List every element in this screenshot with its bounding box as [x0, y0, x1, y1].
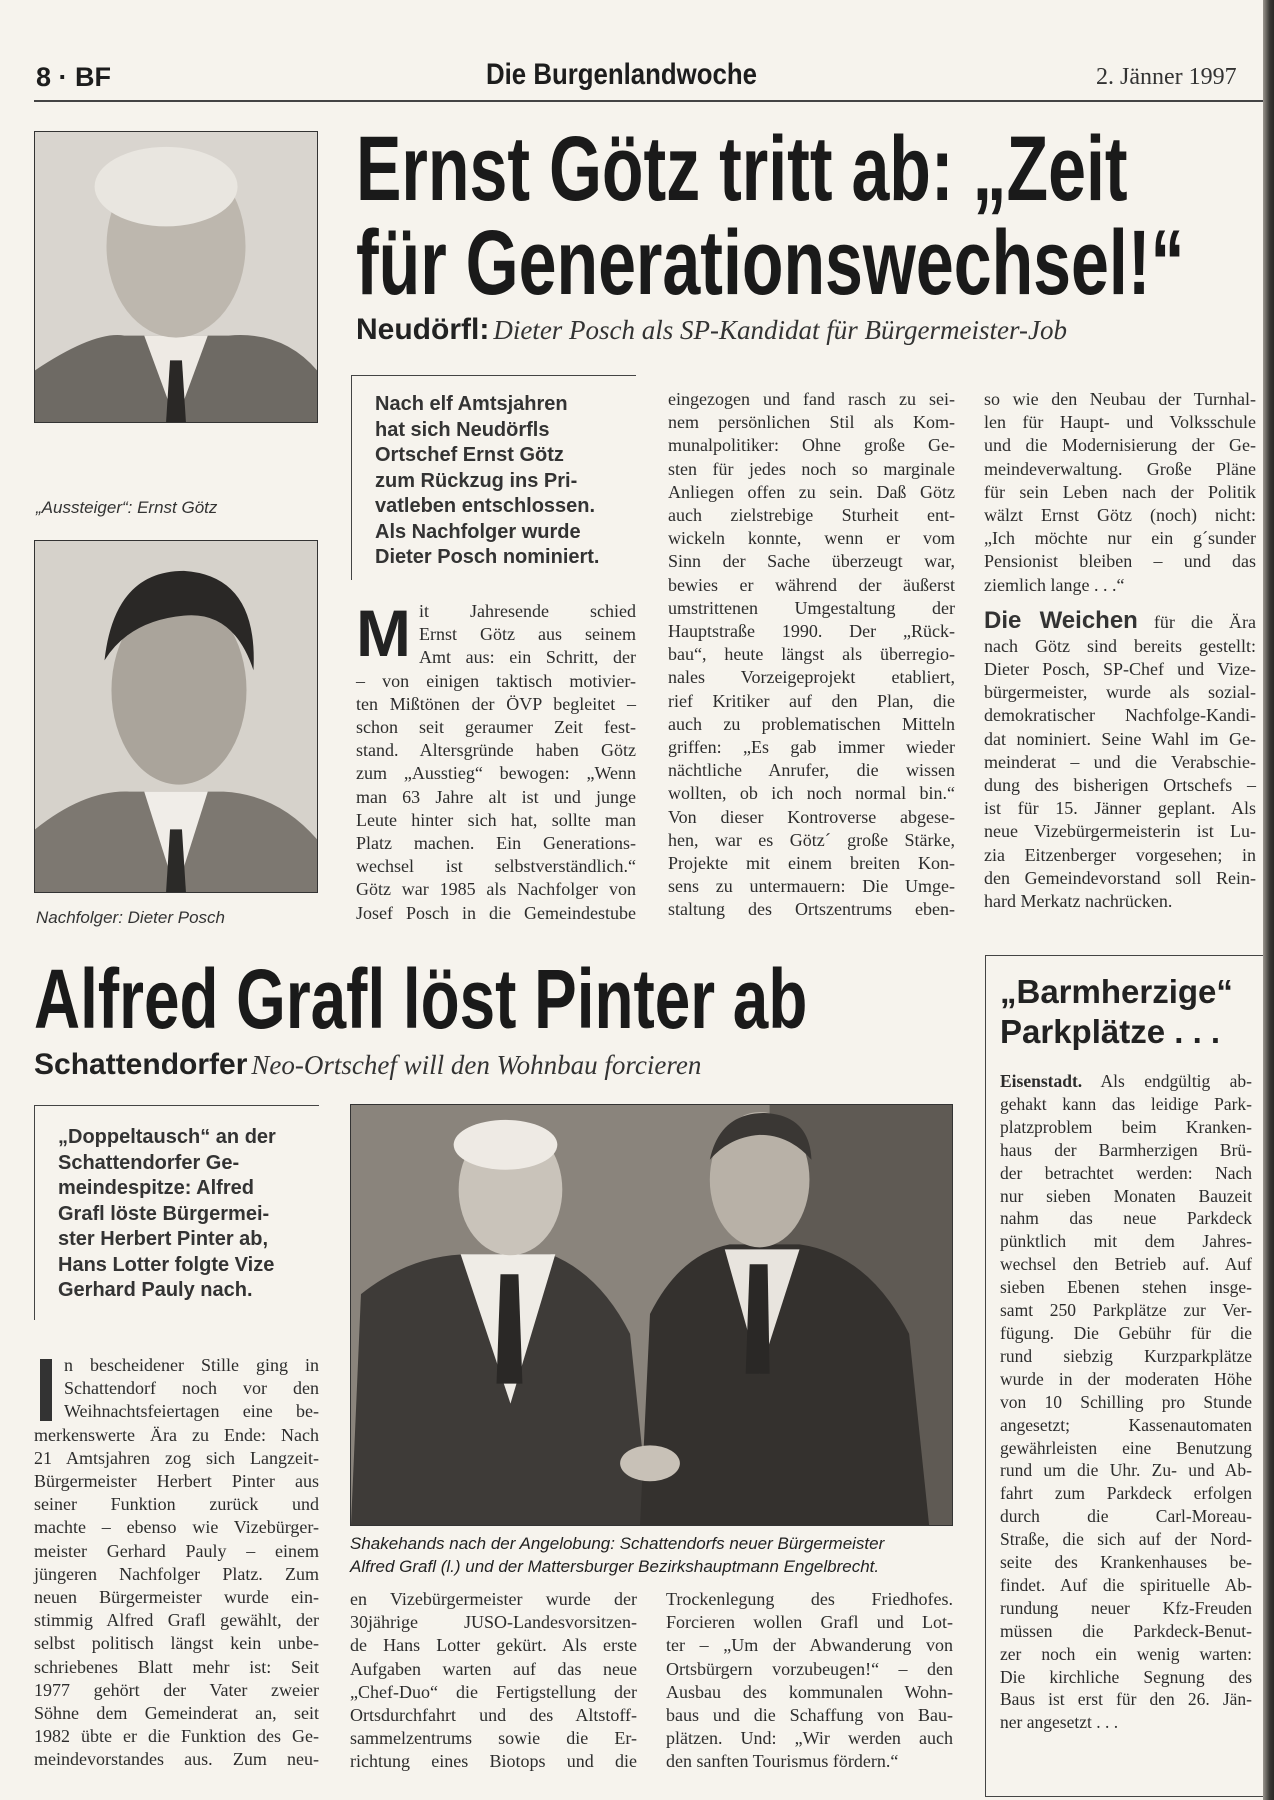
text-line: Josef Posch in die Gemeindestube	[356, 902, 636, 923]
text-line: meindevorstandes aus. Zum neu-	[34, 1749, 319, 1770]
text-line: angesetzt; Kassenautomaten	[1000, 1414, 1252, 1435]
text-line: Von dieser Kontroverse abgese-	[668, 806, 955, 827]
text-line: hard Merkatz nachrücken.	[984, 891, 1173, 912]
text-line: nem persönlichen Stil als Kom-	[668, 412, 955, 433]
text-line: wollten, ob ich noch normal bin.“	[668, 783, 955, 804]
text-line: Götz war 1985 als Nachfolger von	[356, 879, 636, 900]
text-line: en Vizebürgermeister wurde der	[350, 1589, 637, 1609]
header-rule	[34, 100, 1263, 102]
text-line: stand. Altersgründe haben Götz	[356, 740, 636, 761]
article2-column-3	[666, 1588, 953, 1774]
text-line: schriebenes Blatt mehr ist: Seit	[34, 1656, 319, 1677]
sidebar-body	[1000, 1070, 1252, 1734]
text-line: Bürgermeister Herbert Pinter aus	[34, 1471, 319, 1492]
text-line: – von einigen taktisch motivier-	[356, 670, 636, 691]
title-line: „Barmherzige“	[1000, 973, 1233, 1010]
text-line: hen, war es Götz´ große Stärke,	[668, 829, 955, 850]
text-line: Projekte mit einem breiten Kon-	[668, 853, 955, 874]
text-line: bewies er während der äußerst	[668, 574, 955, 595]
text-line: so wie den Neubau der Turnhal-	[984, 389, 1256, 409]
article2-column-1	[34, 1354, 319, 1772]
caption-line: Alfred Grafl (l.) und der Mattersburger Bezirkshauptmann Engelbrecht.	[350, 1557, 880, 1576]
text-line: Leute hinter sich hat, sollte man	[356, 809, 636, 830]
text-line: nales Vorzeigeprojekt etabliert,	[668, 667, 955, 688]
text-line: fügung. Die Gebühr für die	[1000, 1322, 1252, 1343]
text-line: rief Kritiker auf den Plan, die	[668, 690, 955, 711]
text-line: sammelzentrums sowie die Er-	[350, 1728, 637, 1749]
text-line: findet. Auf die spirituelle Ab-	[1000, 1574, 1252, 1595]
text-line: Baus ist erst für den 26. Jän-	[1000, 1689, 1252, 1710]
newspaper-title: Die Burgenlandwoche	[486, 58, 757, 91]
issue-date: 2. Jänner 1997	[1096, 64, 1237, 90]
text-line: wickeln konnte, wenn er vom	[668, 528, 955, 549]
text-line: der betrachtet werden: Nach	[1000, 1162, 1252, 1183]
text-line: Dieter Posch, SP-Chef und Vize-	[984, 659, 1256, 680]
text-line: platzproblem beim Kranken-	[1000, 1116, 1252, 1137]
text-line: haus der Barmherzigen Brü-	[1000, 1139, 1252, 1160]
text-line: ziemlich lange . . .“	[984, 574, 1125, 595]
text-line: nach Götz sind bereits gestellt:	[984, 635, 1256, 656]
text-line: seiner Funktion zurück und	[34, 1494, 319, 1515]
photo-shakehands	[350, 1104, 953, 1526]
text-line: gehakt kann das leidige Park-	[1000, 1093, 1252, 1114]
text-line: seite des Krankenhauses be-	[1000, 1552, 1252, 1573]
text-line: zum „Ausstieg“ bewogen: „Wenn	[356, 763, 636, 784]
drop-cap: M	[356, 596, 411, 670]
text-line: Ausbau des kommunalen Wohn-	[666, 1681, 953, 1702]
text-line: nur sieben Monaten Bauzeit	[1000, 1185, 1252, 1206]
binding-shadow	[1263, 0, 1274, 1800]
runin-line: Die Weichen für die Ära	[984, 606, 1257, 634]
text-line: n bescheidener Stille ging in	[64, 1355, 319, 1375]
text-line: 1977 gehört der Vater zweier	[34, 1679, 319, 1700]
text-line: ner angesetzt . . .	[1000, 1712, 1119, 1733]
text-line: „Chef-Duo“ die Fertigstellung der	[350, 1681, 637, 1702]
text-line: jüngeren Nachfolger Platz. Zum	[34, 1563, 319, 1584]
text-line: bau“, heute längst als überregio-	[668, 644, 955, 665]
text-line: pünktlich mit dem Jahres-	[1000, 1231, 1252, 1252]
text-line: de Hans Lotter gekürt. Als erste	[350, 1635, 637, 1656]
text-line: rundung neuer Kfz-Freuden	[1000, 1597, 1252, 1618]
text-line: plätzen. Und: „Wir werden auch	[666, 1728, 953, 1749]
text-line: dat nominiert. Seine Wahl im Ge-	[984, 728, 1256, 749]
text-line: Hauptstraße 1990. Der „Rück-	[668, 621, 955, 642]
text-line: zer noch ein wenig warten:	[1000, 1643, 1252, 1664]
text-line: „Doppeltausch“ an der	[58, 1126, 276, 1148]
text-line: rund siebzig Kurzparkplätze	[1000, 1345, 1252, 1366]
text-line: samt 250 Parkplätze zur Ver-	[1000, 1300, 1252, 1321]
headline-line: für Generationswechsel!“	[356, 212, 1185, 314]
text-line: 21 Amtsjahren zog sich Langzeit-	[34, 1447, 319, 1468]
text-line: griffen: „Es gab immer wieder	[668, 737, 955, 758]
text-line: zum Rückzug ins Pri-	[375, 469, 578, 492]
text-line: meister Gerhard Pauly – einem	[34, 1540, 319, 1561]
text-line: ster Herbert Pinter ab,	[58, 1228, 269, 1250]
text-line: Anliegen offen zu sein. Daß Götz	[668, 481, 955, 502]
runin-heading: Die Weichen	[984, 606, 1138, 634]
text-line: man 63 Jahre alt ist und junge	[356, 786, 636, 807]
text-line: wechsel den Betrieb auf. Auf	[1000, 1254, 1252, 1275]
article2-subheadline	[34, 1048, 701, 1082]
text-line: gewährleisten eine Benutzung	[1000, 1437, 1252, 1458]
text-line: baus und die Schaffung von Bau-	[666, 1705, 953, 1726]
text-line: Grafl löste Bürgermei-	[58, 1202, 270, 1225]
photo-ernst-goetz	[34, 131, 318, 423]
text-line: sieben Ebenen stehen insge-	[1000, 1277, 1252, 1298]
text-line: Schattendorf noch vor den	[64, 1378, 319, 1399]
text-line: schon seit geraumer Zeit fest-	[356, 717, 636, 738]
text-line: eingezogen und fand rasch zu sei-	[668, 389, 955, 409]
text-line: Straße, die sich auf der Nord-	[1000, 1529, 1252, 1550]
photo3-caption	[350, 1532, 884, 1578]
sidebar-location: Eisenstadt.	[1000, 1071, 1083, 1091]
text-line: richtung eines Biotops und die	[350, 1751, 637, 1772]
text-line: auch zu problematischen Mitteln	[668, 713, 955, 734]
text-line: demokratischer Nachfolge-Kandi-	[984, 705, 1256, 726]
article1-column-3	[984, 388, 1256, 913]
text-line: Als Nachfolger wurde	[375, 520, 581, 543]
text-line: zia Eitzenberger vorgesehen; in	[984, 844, 1256, 865]
article1-column-2	[668, 388, 955, 922]
subheadline-location: Neudörfl:	[356, 313, 490, 346]
article2-lead	[34, 1125, 276, 1304]
text-line: sten für jedes noch so marginale	[668, 458, 955, 479]
text-line: Ortschef Ernst Götz	[375, 444, 564, 466]
text-line: umstrittenen Umgestaltung der	[668, 597, 955, 618]
text-line: rund um die Uhr. Zu- und Ab-	[1000, 1460, 1252, 1481]
text-line: Ortsbürgern vorzubeugen!“ – den	[666, 1658, 953, 1679]
text-line: munalpolitiker: Ohne große Ge-	[668, 435, 955, 456]
text-line: meindeverwaltung. Große Pläne	[984, 458, 1256, 479]
text-line: Trockenlegung des Friedhofes.	[666, 1589, 953, 1609]
article2-column-2	[350, 1588, 637, 1774]
text-line: machte – ebenso wie Vizebürger-	[34, 1517, 319, 1538]
title-line: Parkplätze . . .	[1000, 1013, 1221, 1050]
article1-lead	[351, 392, 600, 571]
text-line: staltung des Ortszentrums eben-	[668, 899, 955, 920]
text-line: wechsel ist selbstverständlich.“	[356, 856, 636, 877]
text-line: Sinn der Sache überzeugt war,	[668, 551, 955, 572]
text-line: Amt aus: ein Schritt, der	[418, 647, 636, 668]
photo-dieter-posch	[34, 540, 318, 893]
text-line: hat sich Neudörfls	[375, 418, 550, 441]
text-line: den sanften Tourismus fördern.“	[666, 1751, 899, 1772]
text-line: merkenswerte Ära zu Ende: Nach	[34, 1424, 319, 1445]
page-number: 8 · BF	[36, 62, 112, 92]
text-line: ter – „Um der Abwanderung von	[666, 1635, 953, 1656]
subheadline-text: Neo-Ortschef will den Wohnbau forcieren	[251, 1050, 702, 1080]
sidebar-title	[1000, 972, 1233, 1052]
article1-column-1	[356, 596, 636, 925]
text-line: meindespitze: Alfred	[58, 1177, 254, 1199]
text-line: Die kirchliche Segnung des	[1000, 1666, 1252, 1687]
subheadline-location: Schattendorfer	[34, 1048, 248, 1081]
text-line: auch zielstrebige Sturheit ent-	[668, 505, 955, 526]
text-line: nächtliche Anrufer, die wissen	[668, 760, 955, 781]
text-line: selbst politisch längst kein unbe-	[34, 1633, 319, 1654]
text-line: Weihnachtsfeiertagen eine be-	[64, 1401, 319, 1422]
text-line: müssen die Parkdeck-Benut-	[1000, 1620, 1252, 1641]
headline-line: Ernst Götz tritt ab: „Zeit	[356, 118, 1128, 220]
photo1-caption: „Aussteiger“: Ernst Götz	[36, 498, 218, 517]
text-line: durch die Carl-Moreau-	[1000, 1506, 1252, 1527]
text-line: Hans Lotter folgte Vize	[58, 1253, 275, 1276]
article1-headline	[356, 118, 1185, 314]
text-line: stimmig Alfred Grafl gewählt, der	[34, 1610, 319, 1631]
text-line: Schattendorfer Ge-	[58, 1151, 240, 1174]
text-line: und die Modernisierung der Ge-	[984, 435, 1256, 456]
photo2-caption: Nachfolger: Dieter Posch	[36, 908, 225, 927]
text-line: Gerhard Pauly nach.	[58, 1279, 253, 1301]
drop-cap	[40, 1359, 52, 1421]
text-line: Aufgaben warten auf das neue	[350, 1658, 637, 1679]
text-line: von 10 Schilling pro Stunde	[1000, 1391, 1252, 1412]
text-line: für sein Leben nach der Politik	[984, 481, 1256, 502]
text-line: neuen Bürgermeister wurde ein-	[34, 1587, 319, 1608]
text-line: den Gemeindevorstand soll Rein-	[984, 867, 1256, 888]
caption-line: Shakehands nach der Angelobung: Schattendorfs neuer Bürgermeister	[350, 1534, 885, 1553]
text-line: wälzt Ernst Götz (noch) nicht:	[984, 505, 1256, 526]
article2-headline: Alfred Grafl löst Pinter ab	[34, 952, 808, 1046]
text-line: 30jährige JUSO-Landesvorsitzen-	[350, 1612, 637, 1633]
text-line: Dieter Posch nominiert.	[375, 546, 600, 568]
text-line: Ernst Götz aus seinem	[418, 624, 636, 645]
text-line: sens zu untermauern: Die Umge-	[668, 876, 955, 897]
text-line: dung des bisherigen Ortschefs –	[984, 775, 1256, 796]
text-line: wurde in der moderaten Höhe	[1000, 1368, 1252, 1389]
text-line: bürgermeister, wurde als sozial-	[984, 682, 1256, 703]
text-line: 1982 übte er die Funktion des Ge-	[34, 1726, 319, 1747]
text-line: vatleben entschlossen.	[375, 495, 596, 517]
text-line: len für Haupt- und Volksschule	[984, 412, 1256, 433]
text-line: ist für 15. Jänner geplant. Als	[984, 798, 1256, 819]
text-line: Pensionist bleiben – und das	[984, 551, 1256, 572]
text-line: Söhne dem Gemeinderat an, seit	[34, 1703, 319, 1724]
article1-subheadline	[356, 313, 1067, 347]
text-line: nahm das neue Parkdeck	[1000, 1208, 1252, 1229]
text-line: meinderat – und die Verabschie-	[984, 751, 1256, 772]
text-line: ten Mißtönen der ÖVP begleitet –	[356, 693, 636, 714]
text-line: neue Vizebürgermeisterin ist Lu-	[984, 821, 1256, 842]
text-line: Nach elf Amtsjahren	[375, 393, 568, 415]
text-line: it Jahresende schied	[418, 601, 636, 621]
text-line: Forcieren wollen Grafl und Lot-	[666, 1612, 953, 1633]
text-line: Ortsdurchfahrt und des Altstoff-	[350, 1705, 637, 1726]
text-line: „Ich möchte nur ein g´sunder	[984, 528, 1256, 549]
text-line: Platz machen. Ein Generations-	[356, 833, 636, 854]
runin-line: Eisenstadt. Als endgültig ab-	[1000, 1071, 1252, 1091]
text-line: fahrt zum Parkdeck erfolgen	[1000, 1483, 1252, 1504]
subheadline-text: Dieter Posch als SP-Kandidat für Bürgermeister-Job	[493, 315, 1067, 345]
